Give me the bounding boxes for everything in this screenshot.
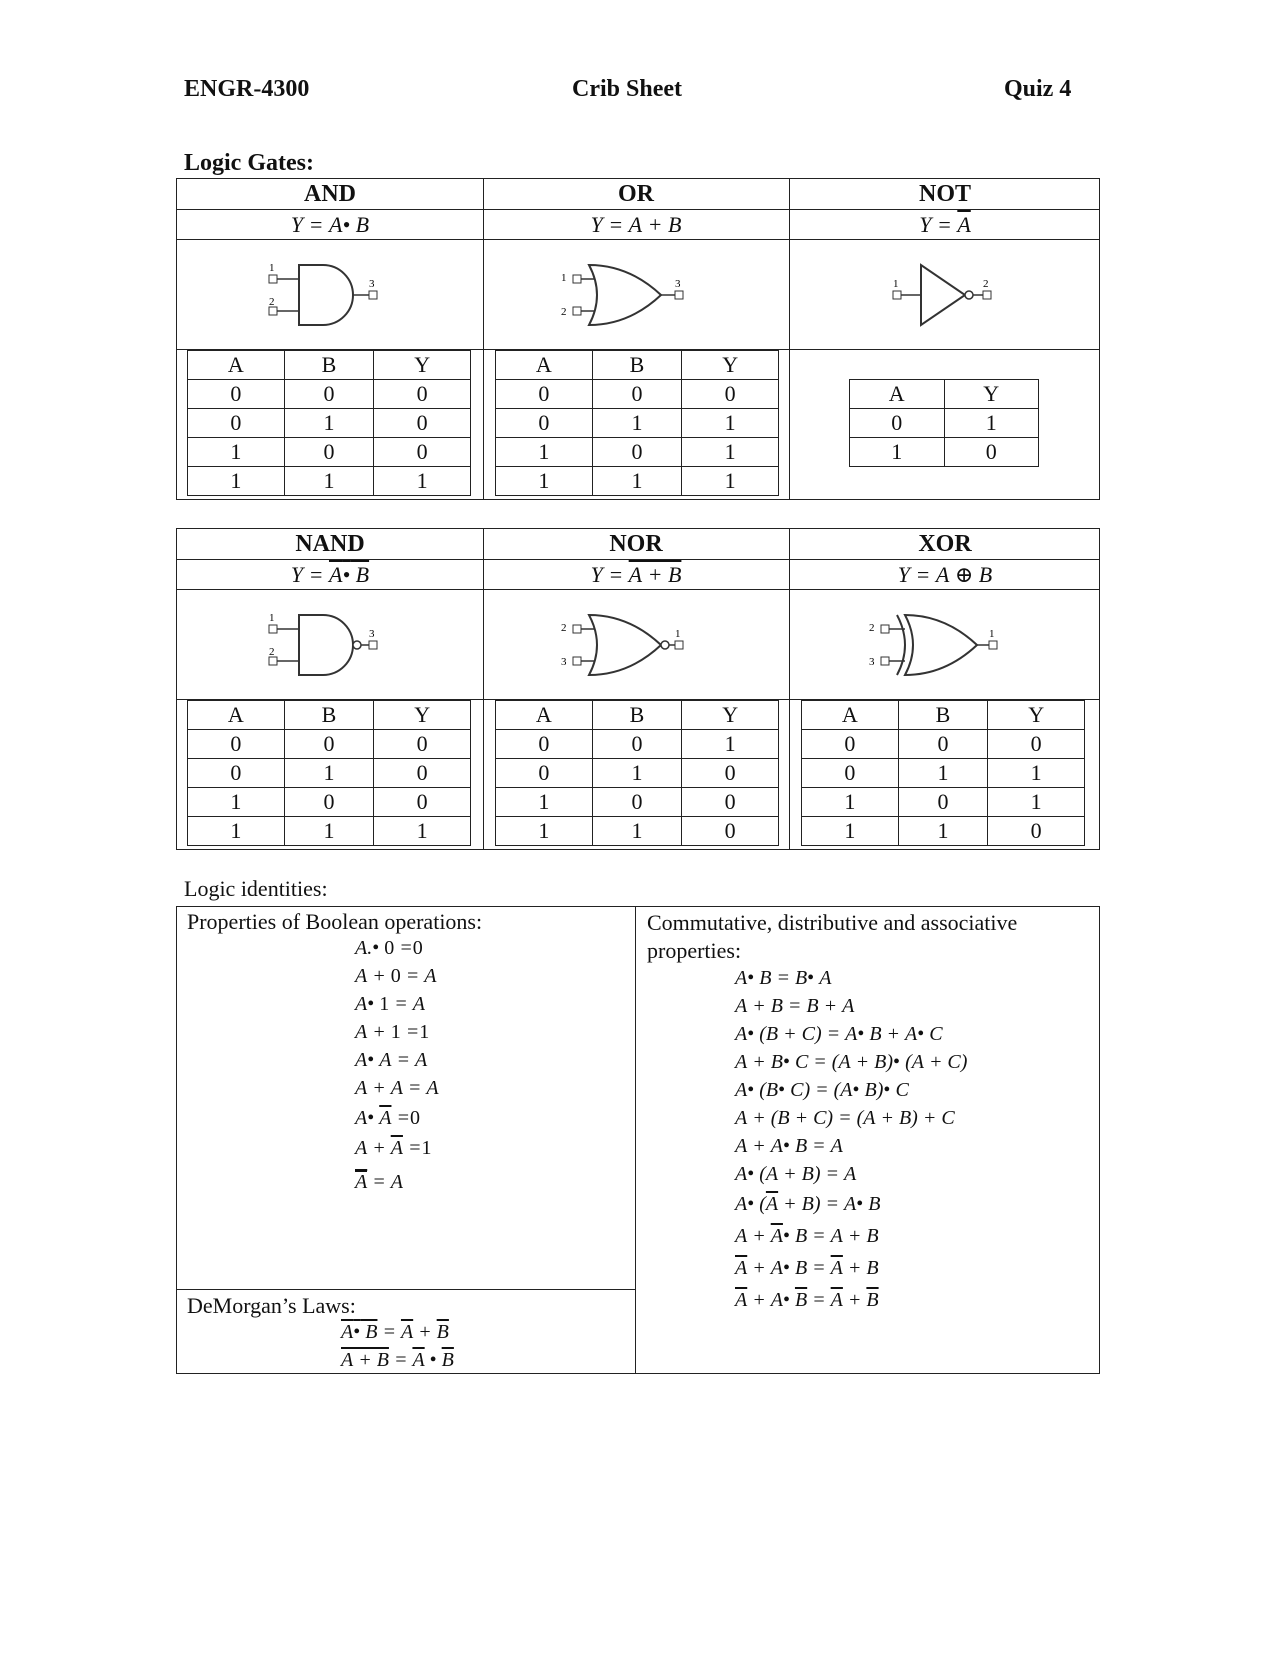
- property-6: A + (B + C) = (A + B) + C: [735, 1107, 955, 1129]
- gate-name-xor: XOR: [918, 531, 972, 557]
- or-pin-2: 2: [561, 306, 567, 318]
- gate-name-not: NOT: [918, 181, 971, 207]
- identity-7: A• $\overline{A} =0$: [355, 1107, 420, 1129]
- identity-5: A• A = A: [355, 1049, 428, 1071]
- property-3: A• (B + C) = A• B + A• C: [735, 1023, 943, 1045]
- identity-8: $A + \overline{A} =1$: [355, 1137, 432, 1159]
- or-pin-3: 3: [675, 278, 681, 290]
- gates-table-2: [176, 528, 1100, 850]
- demorgan-heading: DeMorgan’s Laws:: [187, 1293, 356, 1318]
- gate-name-or: OR: [618, 181, 654, 207]
- identity-6: A + A = A: [355, 1077, 439, 1099]
- xor-gate-symbol: [867, 605, 1027, 685]
- truth-table-nand: A B Y 0 0 0 0 1 0 1 0 0 1 1 1: [187, 700, 471, 846]
- property-10: $A + \overline{A}•$ B = A + B: [735, 1225, 879, 1247]
- properties-heading: Properties of Boolean operations:: [187, 909, 483, 934]
- nand-pin-2: 2: [269, 646, 275, 658]
- property-12: $\overline{A}$ + A• $\overline{B} = \overline{A} + \overline{B}$: [735, 1289, 879, 1311]
- property-11: $\overline{A}$ + A• $B = \overline{A} + B$: [735, 1257, 879, 1279]
- gate-name-and: AND: [304, 181, 356, 207]
- expr-xor: Y = A ⊕ B: [897, 562, 993, 587]
- identity-1: A.• 0 =0: [355, 937, 423, 959]
- truth-table-or: A B Y 0 0 0 0 1 1 1 0 1 1 1 1: [495, 350, 779, 496]
- not-gate-symbol: [881, 255, 1021, 335]
- nor-gate-symbol: [559, 605, 719, 685]
- nand-pin-3: 3: [369, 628, 375, 640]
- and-pin-2: 2: [269, 296, 275, 308]
- and-pin-3: 3: [369, 278, 375, 290]
- identity-4: A + 1 =1: [355, 1021, 430, 1043]
- course-code: ENGR-4300: [184, 76, 310, 102]
- or-pin-1: 1: [561, 272, 567, 284]
- logic-gates-heading: Logic Gates:: [184, 150, 314, 176]
- expr-or: Y = A + B: [590, 212, 682, 237]
- demorgan-1: A• $B = \overline{A} + \overline{B}$: [341, 1321, 449, 1343]
- identity-2: A + 0 = A: [355, 965, 437, 987]
- property-1: A• B = B• A: [735, 967, 832, 989]
- property-8: A• (A + B) = A: [735, 1163, 857, 1185]
- nor-pin-1: 1: [675, 628, 681, 640]
- xor-pin-1: 1: [989, 628, 995, 640]
- nand-gate-symbol: [261, 605, 401, 685]
- commutative-heading: Commutative, distributive and associative properties:: [647, 910, 1018, 963]
- truth-table-nor: A B Y 0 0 1 0 1 0 1 0 0 1 1 0: [495, 700, 779, 846]
- not-pin-1: 1: [893, 278, 899, 290]
- truth-table-not: A Y 0 1 1 0: [849, 379, 1039, 467]
- gate-name-nand: NAND: [295, 531, 365, 557]
- nand-pin-1: 1: [269, 612, 275, 624]
- property-5: A• (B• C) = (A• B)• C: [735, 1079, 909, 1101]
- or-gate-symbol: [559, 255, 719, 335]
- property-9: A• $(\overline{A} + B)$ = A• B: [735, 1193, 881, 1215]
- logic-identities-heading: Logic identities:: [184, 876, 328, 901]
- xor-pin-3: 3: [869, 656, 875, 668]
- quiz-label: Quiz 4: [1004, 76, 1072, 102]
- gates-table-1: [176, 178, 1100, 500]
- identity-3: A• 1 = A: [355, 993, 425, 1015]
- expr-nand: Y = A• B: [290, 562, 370, 587]
- gate-name-nor: NOR: [609, 531, 663, 557]
- property-4: A + B• C = (A + B)• (A + C): [735, 1051, 968, 1073]
- identity-9: $\overline{A} = A$: [355, 1171, 403, 1193]
- and-pin-1: 1: [269, 262, 275, 274]
- page-title: Crib Sheet: [572, 76, 682, 102]
- expr-nor: Y = A + B: [590, 562, 682, 587]
- not-pin-2: 2: [983, 278, 989, 290]
- nor-pin-3: 3: [561, 656, 567, 668]
- truth-table-and: A B Y 0 0 0 0 1 0 1 0 0 1 1 1: [187, 350, 471, 496]
- and-gate-symbol: [261, 255, 401, 335]
- property-2: A + B = B + A: [735, 995, 855, 1017]
- xor-pin-2: 2: [869, 622, 875, 634]
- demorgan-2: $A + B = \overline{A}$ • $\overline{B}$: [341, 1349, 454, 1371]
- expr-not: $Y = \overline{A}$: [919, 212, 971, 237]
- nor-pin-2: 2: [561, 622, 567, 634]
- property-7: A + A• B = A: [735, 1135, 843, 1157]
- truth-table-xor: A B Y 0 0 0 0 1 1 1 0 1 1 1 0: [801, 700, 1085, 846]
- identities-box: [176, 906, 1100, 1374]
- expr-and: Y = A• B: [290, 212, 370, 237]
